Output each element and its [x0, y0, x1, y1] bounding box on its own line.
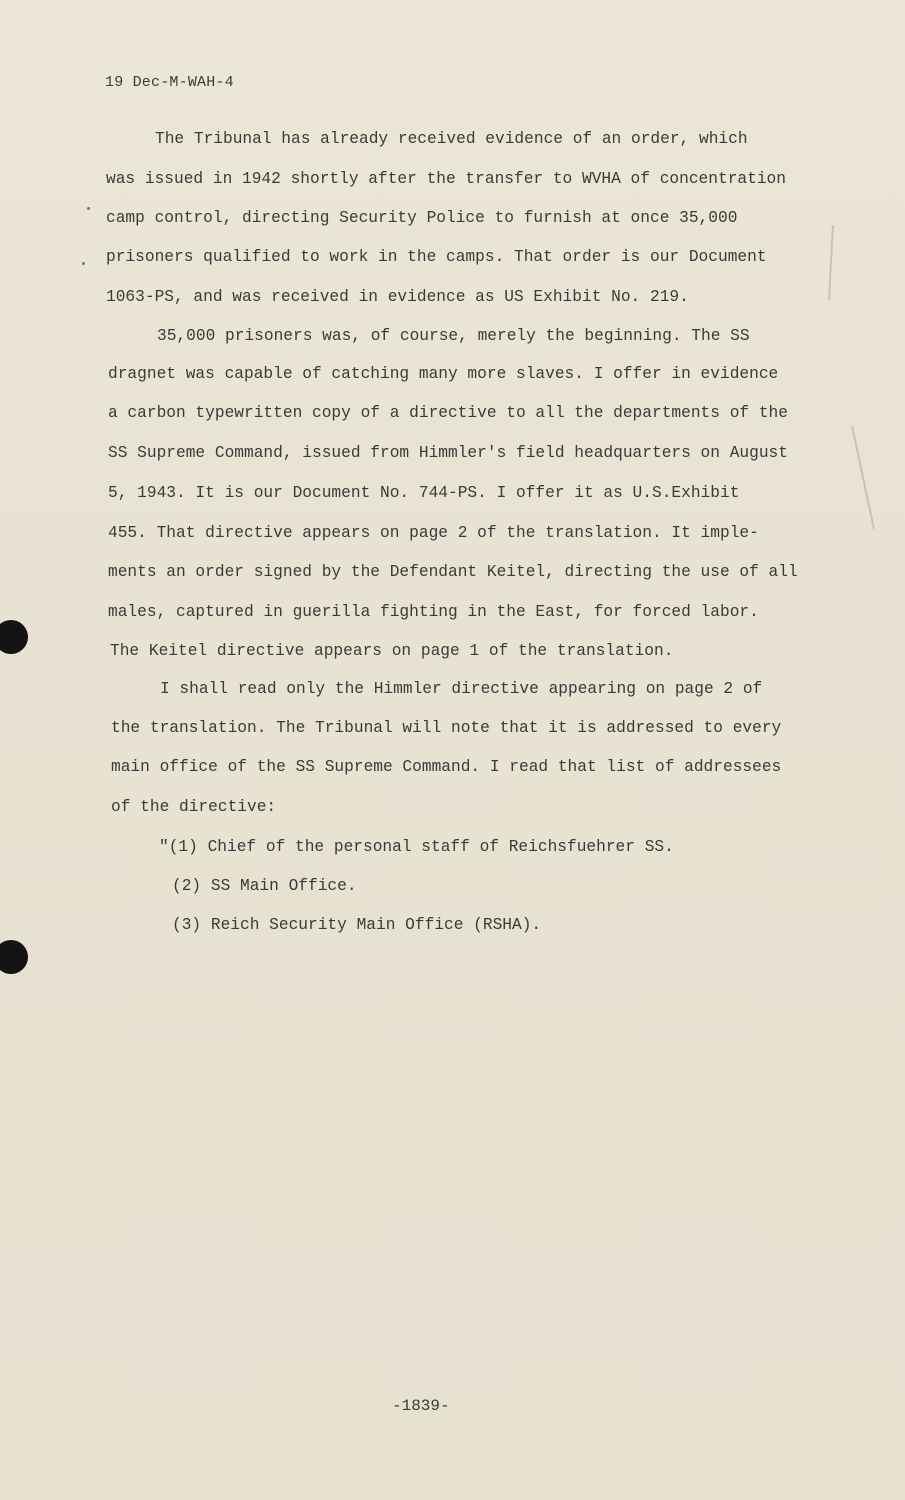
punch-hole — [0, 620, 28, 654]
addressee-list-item: (3) Reich Security Main Office (RSHA). — [172, 916, 542, 934]
margin-dot — [87, 207, 90, 210]
text-line: 1063-PS, and was received in evidence as US Exhibit No. 219. — [106, 288, 689, 306]
text-line: I shall read only the Himmler directive appearing on page 2 of — [160, 680, 763, 698]
text-line: main office of the SS Supreme Command. I read that list of addressees — [111, 758, 782, 776]
text-line: prisoners qualified to work in the camps. That order is our Document — [106, 248, 767, 266]
text-line: SS Supreme Command, issued from Himmler's field headquarters on August — [108, 444, 788, 462]
page-number: -1839- — [392, 1397, 450, 1415]
text-line: was issued in 1942 shortly after the transfer to WVHA of concentration — [106, 170, 786, 188]
addressee-list-item: "(1) Chief of the personal staff of Reichsfuehrer SS. — [159, 838, 674, 856]
margin-mark — [828, 225, 834, 300]
text-line: camp control, directing Security Police to furnish at once 35,000 — [106, 209, 738, 227]
document-reference: 19 Dec-M-WAH-4 — [105, 74, 234, 91]
text-line: dragnet was capable of catching many more slaves. I offer in evidence — [108, 365, 779, 383]
text-line: 35,000 prisoners was, of course, merely the beginning. The SS — [157, 327, 750, 345]
addressee-list-item: (2) SS Main Office. — [172, 877, 357, 895]
margin-mark — [851, 426, 875, 529]
text-line: The Tribunal has already received evidence of an order, which — [155, 130, 748, 148]
text-line: a carbon typewritten copy of a directive to all the departments of the — [108, 404, 788, 422]
text-line: 5, 1943. It is our Document No. 744-PS. I offer it as U.S.Exhibit — [108, 484, 740, 502]
text-line: ments an order signed by the Defendant Keitel, directing the use of all — [108, 563, 798, 581]
text-line: 455. That directive appears on page 2 of the translation. It imple- — [108, 524, 759, 542]
punch-hole — [0, 940, 28, 974]
text-line: The Keitel directive appears on page 1 of the translation. — [110, 642, 674, 660]
text-line: the translation. The Tribunal will note that it is addressed to every — [111, 719, 782, 737]
margin-dot — [82, 262, 85, 265]
text-line: of the directive: — [111, 798, 277, 816]
text-line: males, captured in guerilla fighting in the East, for forced labor. — [108, 603, 759, 621]
